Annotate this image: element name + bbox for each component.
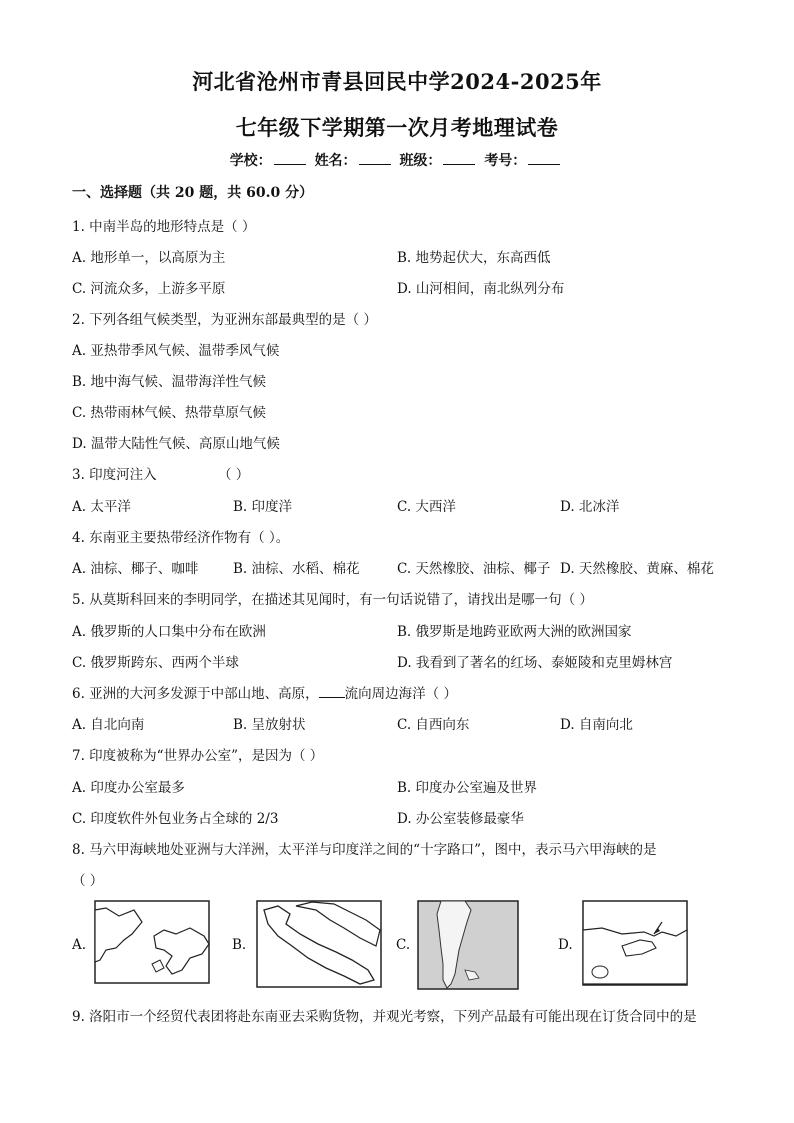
q4-option-c[interactable]: C. 天然橡胶、油棕、椰子 (397, 561, 551, 577)
exam-title-line1: 河北省沧州市青县回民中学2024-2025年 (192, 69, 602, 94)
q7-option-a[interactable]: A. 印度办公室最多 (72, 780, 185, 796)
question-1-stem: 1. 中南半岛的地形特点是（ ） (72, 219, 256, 235)
q1-option-a[interactable]: A. 地形单一，以高原为主 (72, 250, 226, 266)
q6-stem-part2: 流向周边海洋（ ） (344, 686, 457, 702)
name-label: 姓名： (314, 153, 357, 169)
q6-option-d[interactable]: D. 自南向北 (560, 717, 633, 733)
class-blank[interactable] (443, 152, 475, 165)
q5-option-d[interactable]: D. 我看到了著名的红场、泰姬陵和克里姆林宫 (397, 655, 673, 671)
question-7-stem: 7. 印度被称为“世界办公室”，是因为（ ） (72, 748, 324, 764)
q6-stem-part1: 6. 亚洲的大河多发源于中部山地、高原， (72, 686, 319, 702)
question-2-stem: 2. 下列各组气候类型，为亚洲东部最典型的是（ ） (72, 312, 377, 328)
map-d-image (582, 900, 688, 986)
name-blank[interactable] (359, 152, 391, 165)
class-label: 班级： (399, 153, 442, 169)
q2-option-a[interactable]: A. 亚热带季风气候、温带季风气候 (72, 343, 280, 359)
question-9-stem: 9. 洛阳市一个经贸代表团将赴东南亚去采购货物，并观光考察，下列产品最有可能出现在订货合同中的是 (72, 1009, 697, 1025)
q6-option-a[interactable]: A. 自北向南 (72, 717, 145, 733)
q2-option-b[interactable]: B. 地中海气候、温带海洋性气候 (72, 374, 267, 390)
section-heading: 一、选择题（共 20 题，共 60.0 分） (72, 185, 314, 201)
q1-option-d[interactable]: D. 山河相间，南北纵列分布 (397, 281, 565, 297)
question-3-paren: （ ） (218, 467, 250, 483)
q1-option-c[interactable]: C. 河流众多，上游多平原 (72, 281, 226, 297)
student-info-line (0, 150, 794, 170)
exam-no-label: 考号： (484, 153, 527, 169)
q7-option-d[interactable]: D. 办公室装修最豪华 (397, 811, 524, 827)
q3-option-b[interactable]: B. 印度洋 (233, 499, 293, 515)
q8-option-a-label[interactable]: A. (72, 937, 87, 953)
q8-option-b-label[interactable]: B. (232, 937, 247, 953)
q3-option-d[interactable]: D. 北冰洋 (560, 499, 620, 515)
map-b-image (256, 900, 382, 988)
q6-option-c[interactable]: C. 自西向东 (397, 717, 470, 733)
q2-option-d[interactable]: D. 温带大陆性气候、高原山地气候 (72, 436, 280, 452)
q4-option-a[interactable]: A. 油棕、椰子、咖啡 (72, 561, 199, 577)
q5-option-a[interactable]: A. 俄罗斯的人口集中分布在欧洲 (72, 624, 266, 640)
q8-option-d-label[interactable]: D. (558, 937, 573, 953)
q1-option-b[interactable]: B. 地势起伏大，东高西低 (397, 250, 551, 266)
map-a-image (94, 900, 210, 984)
q7-option-b[interactable]: B. 印度办公室遍及世界 (397, 780, 538, 796)
school-blank[interactable] (274, 152, 306, 165)
question-8-paren: （ ） (72, 873, 104, 889)
question-5-stem: 5. 从莫斯科回来的李明同学，在描述其见闻时，有一句话说错了，请找出是哪一句（ ） (72, 592, 593, 608)
exam-no-blank[interactable] (528, 152, 560, 165)
q2-option-c[interactable]: C. 热带雨林气候、热带草原气候 (72, 405, 266, 421)
q8-map-a[interactable] (94, 900, 210, 984)
q8-map-c[interactable] (417, 900, 519, 990)
q4-option-d[interactable]: D. 天然橡胶、黄麻、棉花 (560, 561, 714, 577)
exam-title-line2: 七年级下学期第一次月考地理试卷 (235, 115, 559, 140)
q7-option-c[interactable]: C. 印度软件外包业务占全球的 2/3 (72, 811, 279, 827)
q5-option-b[interactable]: B. 俄罗斯是地跨亚欧两大洲的欧洲国家 (397, 624, 632, 640)
school-label: 学校： (229, 153, 272, 169)
map-c-image (417, 900, 519, 990)
q4-option-b[interactable]: B. 油棕、水稻、棉花 (233, 561, 360, 577)
question-8-stem: 8. 马六甲海峡地处亚洲与大洋洲，太平洋与印度洋之间的“十字路口”，图中，表示马六甲海峡的是 (72, 842, 657, 858)
q5-option-c[interactable]: C. 俄罗斯跨东、西两个半球 (72, 655, 239, 671)
q6-fill-blank[interactable] (319, 685, 345, 698)
question-4-stem: 4. 东南亚主要热带经济作物有（ ）。 (72, 530, 290, 546)
q3-option-a[interactable]: A. 太平洋 (72, 499, 131, 515)
q3-option-c[interactable]: C. 大西洋 (397, 499, 456, 515)
q8-map-b[interactable] (256, 900, 382, 988)
q6-option-b[interactable]: B. 呈放射状 (233, 717, 306, 733)
q8-map-d[interactable] (582, 900, 688, 986)
question-3-stem: 3. 印度河注入 (72, 467, 157, 483)
q8-option-c-label[interactable]: C. (396, 937, 411, 953)
question-6-stem (72, 682, 457, 702)
